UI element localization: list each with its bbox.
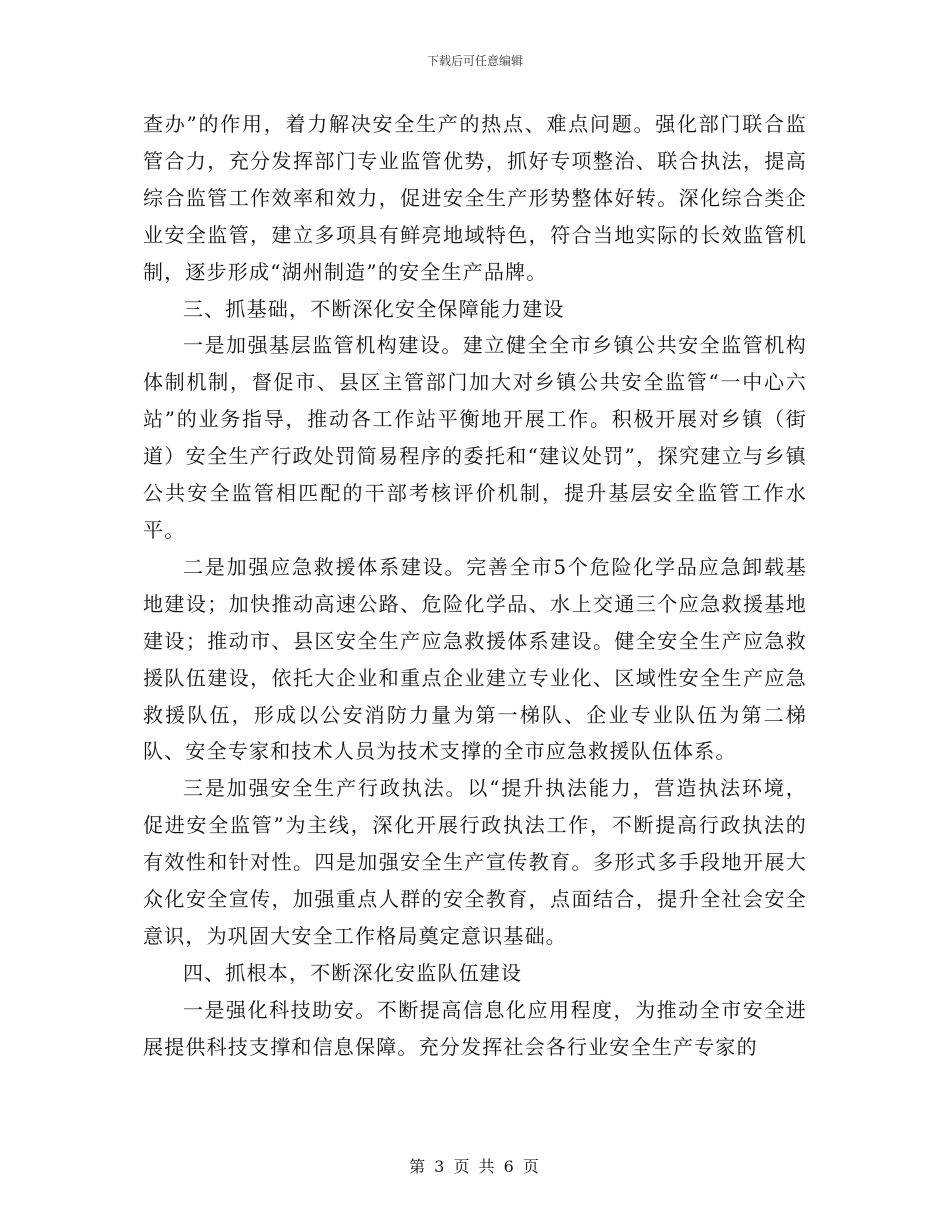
section-heading-4: 四、抓根本，不断深化安监队伍建设 xyxy=(183,960,523,985)
document-body xyxy=(143,106,807,1066)
section-heading-3: 三、抓基础，不断深化安全保障能力建设 xyxy=(183,296,565,321)
header-note: 下载后可任意编辑 xyxy=(426,54,523,68)
paragraph-continued: 查办”的作用，着力解决安全生产的热点、难点问题。强化部门联合监管合力，充分发挥部门专业监管优势，抓好专项整治、联合执法，提高综合监管工作效率和效力，促进安全生产形势整体好转。深化综合类企业安全监管，建立多项具有鲜亮地域特色，符合当地实际的长效监管机制，逐步形成“湖州制造”的安全生产品牌。 xyxy=(143,112,807,284)
paragraph-emergency-rescue: 二是加强应急救援体系建设。完善全市5个危险化学品应急卸载基地建设；加快推动高速公路、危险化学品、水上交通三个应急救援基地建设；推动市、县区安全生产应急救援体系建设。健全安全生产应急救援队伍建设，依托大企业和重点企业建立专业化、区域性安全生产应急救援队伍，形成以公安消防力量为第一梯队、企业专业队伍为第二梯队、安全专家和技术人员为技术支撑的全市应急救援队伍体系。 xyxy=(143,554,807,764)
paragraph-grassroots-supervision: 一是加强基层监管机构建设。建立健全全市乡镇公共安全监管机构体制机制，督促市、县区主管部门加大对乡镇公共安全监管“一中心六站”的业务指导，推动各工作站平衡地开展工作。积极开展对乡镇（街道）安全生产行政处罚简易程序的委托和“建议处罚”，探究建立与乡镇公共安全监管相匹配的干部考核评价机制，提升基层安全监管工作水平。 xyxy=(143,333,807,542)
page-number: 第 3 页 共 6 页 xyxy=(409,1157,541,1176)
paragraph-technology-safety: 一是强化科技助安。不断提高信息化应用程度，为推动全市安全进展提供科技支撑和信息保障。充分发挥社会各行业安全生产专家的 xyxy=(143,997,807,1059)
paragraph-law-enforcement: 三是加强安全生产行政执法。以“提升执法能力，营造执法环境，促进安全监管”为主线，深化开展行政执法工作，不断提高行政执法的有效性和针对性。四是加强安全生产宣传教育。多形式多手段地开展大众化安全宣传，加强重点人群的安全教育，点面结合，提升全社会安全意识，为巩固大安全工作格局奠定意识基础。 xyxy=(143,776,807,948)
